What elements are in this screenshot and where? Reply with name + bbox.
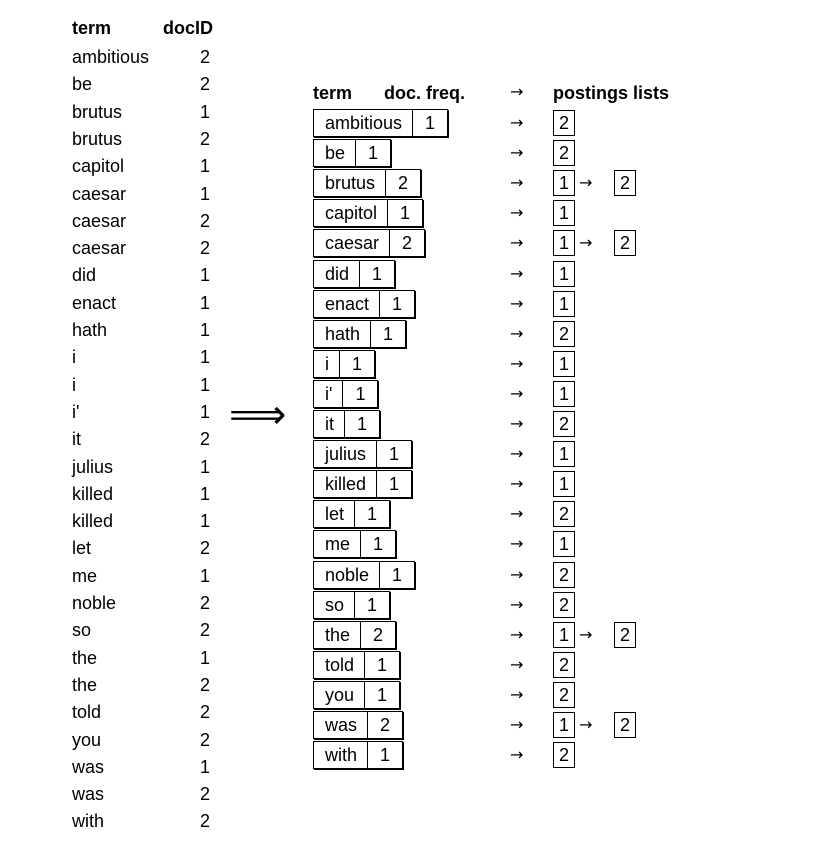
pointer-arrow-icon: → — [510, 684, 524, 704]
dictionary-row — [313, 290, 813, 318]
term: i — [72, 347, 76, 368]
dictionary-row — [313, 169, 813, 197]
term: caesar — [314, 230, 390, 256]
pointer-arrow-icon: → — [510, 745, 524, 765]
left-row — [72, 181, 210, 208]
dictionary-entry — [313, 320, 406, 348]
doc-freq: 1 — [373, 534, 384, 555]
term: ambitious — [314, 110, 413, 136]
doc-freq: 2 — [380, 715, 391, 735]
term: hath — [314, 321, 371, 347]
left-row — [72, 290, 210, 317]
dictionary-row — [313, 741, 813, 769]
docid: 1 — [199, 101, 210, 122]
pointer-arrow-icon: → — [510, 173, 524, 193]
docid: 2 — [199, 538, 210, 559]
term: the — [72, 674, 98, 695]
posting-docid: 2 — [553, 140, 575, 166]
docid: 1 — [199, 292, 210, 313]
posting-docid: 1 — [553, 230, 575, 256]
dictionary-row — [313, 500, 813, 528]
docid: 1 — [199, 647, 210, 668]
pointer-arrow-icon: → — [510, 353, 524, 373]
pointer-arrow-icon: → — [510, 414, 524, 433]
term: me — [72, 565, 98, 586]
term: so — [72, 620, 92, 641]
docid: 1 — [199, 565, 210, 586]
dictionary-entry — [313, 380, 378, 408]
doc-freq: 2 — [402, 233, 413, 254]
dictionary-row — [313, 410, 813, 438]
doc-freq: 1 — [368, 143, 379, 164]
term: killed — [72, 483, 114, 504]
dictionary-row — [313, 681, 813, 709]
dictionary-entry — [313, 440, 412, 468]
dictionary-entry — [313, 530, 396, 558]
left-row — [72, 781, 210, 808]
posting-docid: 2 — [553, 652, 575, 678]
docid: 2 — [199, 210, 210, 231]
docid: 1 — [199, 374, 210, 395]
posting-docid: 2 — [553, 562, 575, 588]
doc-freq: 1 — [389, 474, 400, 495]
term: hath — [72, 320, 108, 340]
left-row — [72, 617, 210, 644]
docid: 1 — [199, 265, 210, 286]
dictionary-entry — [313, 651, 400, 679]
posting-docid: 2 — [553, 501, 575, 527]
term: so — [314, 592, 355, 618]
dictionary-row — [313, 320, 813, 348]
doc-freq: 1 — [392, 293, 403, 314]
term: caesar — [72, 183, 127, 204]
postings-link-arrow-icon: → — [579, 624, 593, 644]
term: killed — [72, 511, 114, 532]
pointer-arrow-icon: → — [510, 715, 524, 734]
posting-docid: 2 — [553, 321, 575, 347]
term: julius — [314, 441, 377, 467]
posting-docid: 1 — [553, 291, 575, 317]
dictionary-row — [313, 591, 813, 619]
docid: 2 — [199, 729, 210, 750]
docid: 2 — [199, 620, 210, 641]
dictionary-row — [313, 711, 813, 739]
pointer-arrow-icon: → — [510, 113, 524, 132]
term: killed — [314, 471, 377, 497]
docid: 1 — [199, 156, 210, 177]
pointer-arrow-icon: → — [510, 383, 524, 403]
posting-docid: 2 — [553, 742, 575, 768]
term: you — [314, 682, 365, 708]
transform-arrow-icon: ⟹ — [229, 392, 287, 438]
pointer-arrow-icon: → — [510, 233, 524, 253]
doc-freq: 1 — [392, 564, 403, 585]
pointer-arrow-icon: → — [510, 474, 524, 494]
term: brutus — [72, 101, 123, 122]
posting-docid: 1 — [553, 200, 575, 226]
term: noble — [72, 593, 117, 613]
docid: 2 — [199, 128, 210, 149]
dictionary-entry — [313, 711, 403, 739]
posting-docid: 1 — [553, 351, 575, 377]
doc-freq: 1 — [389, 444, 400, 465]
left-row — [72, 727, 210, 754]
left-row — [72, 399, 210, 426]
docid: 1 — [199, 756, 210, 777]
docid: 1 — [199, 401, 210, 422]
term: enact — [72, 292, 117, 313]
docid: 1 — [199, 511, 210, 532]
dictionary-entry — [313, 350, 375, 378]
left-row — [72, 508, 210, 535]
left-row — [72, 317, 210, 344]
left-row — [72, 754, 210, 781]
dictionary-entry — [313, 681, 400, 709]
left-row — [72, 426, 210, 453]
term: told — [72, 702, 102, 723]
posting-docid: 2 — [553, 592, 575, 618]
postings-link-arrow-icon: → — [579, 233, 593, 253]
doc-freq: 1 — [372, 263, 383, 284]
term: did — [314, 261, 360, 287]
dictionary-row — [313, 109, 813, 137]
docid: 2 — [199, 593, 210, 613]
left-row — [72, 808, 210, 835]
left-row — [72, 454, 210, 481]
doc-freq: 2 — [373, 624, 384, 645]
term: you — [72, 729, 102, 750]
docid: 2 — [199, 429, 210, 450]
posting-docid: 1 — [553, 622, 575, 648]
right-header-freq: doc. freq. — [384, 83, 466, 103]
term: noble — [314, 562, 380, 588]
dictionary-row — [313, 621, 813, 649]
left-row — [72, 99, 210, 126]
term: capitol — [314, 200, 388, 226]
dictionary-row — [313, 470, 813, 498]
posting-docid: 2 — [553, 110, 575, 136]
dictionary-entry — [313, 741, 403, 769]
term: be — [314, 140, 356, 166]
dictionary-entry — [313, 229, 425, 257]
doc-freq: 1 — [425, 113, 436, 133]
left-row — [72, 672, 210, 699]
doc-freq: 1 — [357, 414, 368, 434]
left-row — [72, 208, 210, 235]
term: the — [314, 622, 361, 648]
term: did — [72, 265, 97, 286]
docid: 1 — [199, 320, 210, 340]
doc-freq: 1 — [352, 353, 363, 374]
left-row — [72, 71, 210, 98]
left-row — [72, 563, 210, 590]
term: told — [314, 652, 365, 678]
docid: 2 — [199, 74, 210, 95]
pointer-arrow-icon: → — [510, 444, 524, 464]
term: let — [314, 501, 355, 527]
term: me — [314, 531, 361, 557]
dictionary-entry — [313, 290, 415, 318]
docid: 2 — [199, 674, 210, 695]
dictionary-row — [313, 199, 813, 227]
left-header-docid: docID — [163, 18, 214, 38]
term: brutus — [314, 170, 386, 196]
term: it — [314, 411, 345, 437]
left-row — [72, 590, 210, 617]
doc-freq: 1 — [367, 504, 378, 525]
dictionary-entry — [313, 591, 390, 619]
docid: 1 — [199, 183, 210, 204]
dictionary-entry — [313, 470, 412, 498]
docid: 2 — [199, 702, 210, 723]
dictionary-entry — [313, 561, 415, 589]
dictionary-entry — [313, 260, 395, 288]
posting-docid: 2 — [553, 682, 575, 708]
dictionary-entry — [313, 199, 423, 227]
term: let — [72, 538, 92, 559]
docid: 1 — [199, 483, 210, 504]
pointer-arrow-icon: → — [510, 203, 524, 223]
doc-freq: 1 — [377, 654, 388, 675]
right-header-arrow-icon: → — [510, 82, 524, 101]
doc-freq: 2 — [398, 173, 409, 194]
left-row — [72, 153, 210, 180]
term: was — [72, 756, 105, 777]
right-header-postings: postings lists — [553, 83, 670, 103]
dictionary-row — [313, 651, 813, 679]
term: ambitious — [72, 47, 150, 67]
posting-docid: 2 — [614, 230, 636, 256]
term: capitol — [72, 156, 125, 177]
term: it — [72, 429, 81, 450]
term: caesar — [72, 210, 127, 231]
term: the — [72, 647, 98, 668]
term: be — [72, 74, 93, 95]
postings-link-arrow-icon: → — [579, 173, 593, 193]
pointer-arrow-icon: → — [510, 534, 524, 554]
left-row — [72, 44, 210, 71]
posting-docid: 1 — [553, 381, 575, 407]
pointer-arrow-icon: → — [510, 654, 524, 674]
doc-freq: 1 — [377, 684, 388, 705]
dictionary-row — [313, 530, 813, 558]
left-row — [72, 126, 210, 153]
term: julius — [72, 456, 114, 477]
dictionary-row — [313, 229, 813, 257]
dictionary-row — [313, 561, 813, 589]
left-row — [72, 645, 210, 672]
posting-docid: 2 — [614, 622, 636, 648]
pointer-arrow-icon: → — [510, 293, 524, 313]
term: caesar — [72, 238, 127, 259]
dictionary-entry — [313, 410, 380, 438]
term: i — [314, 351, 340, 377]
dictionary-row — [313, 139, 813, 167]
posting-docid: 1 — [553, 471, 575, 497]
docid: 2 — [199, 784, 210, 805]
posting-docid: 1 — [553, 712, 575, 738]
left-row — [72, 372, 210, 399]
doc-freq: 1 — [400, 203, 411, 224]
term: with — [314, 742, 368, 768]
dictionary-entry — [313, 621, 396, 649]
docid: 2 — [199, 47, 210, 67]
docid: 2 — [199, 238, 210, 259]
pointer-arrow-icon: → — [510, 323, 524, 343]
term: brutus — [72, 128, 123, 149]
docid: 1 — [199, 347, 210, 368]
docid: 1 — [199, 456, 210, 477]
dictionary-entry — [313, 500, 390, 528]
posting-docid: 2 — [614, 712, 636, 738]
right-header-term: term — [313, 83, 353, 103]
posting-docid: 1 — [553, 531, 575, 557]
left-row — [72, 344, 210, 371]
docid: 2 — [199, 811, 210, 832]
dictionary-entry — [313, 139, 391, 167]
pointer-arrow-icon: → — [510, 263, 524, 283]
left-row — [72, 262, 210, 289]
left-row — [72, 235, 210, 262]
left-row — [72, 481, 210, 508]
term: i' — [314, 381, 343, 407]
term: i — [72, 374, 76, 395]
term: i' — [72, 401, 80, 422]
dictionary-row — [313, 350, 813, 378]
term: was — [314, 712, 368, 738]
posting-docid: 2 — [553, 411, 575, 437]
dictionary-entry — [313, 109, 448, 137]
dictionary-row — [313, 380, 813, 408]
term: enact — [314, 291, 380, 317]
doc-freq: 1 — [383, 323, 394, 344]
pointer-arrow-icon: → — [510, 504, 524, 524]
posting-docid: 1 — [553, 261, 575, 287]
pointer-arrow-icon: → — [510, 594, 524, 614]
left-header-term: term — [72, 18, 112, 38]
dictionary-row — [313, 440, 813, 468]
posting-docid: 2 — [614, 170, 636, 196]
left-row — [72, 535, 210, 562]
pointer-arrow-icon: → — [510, 143, 524, 163]
pointer-arrow-icon: → — [510, 624, 524, 644]
dictionary-entry — [313, 169, 421, 197]
dictionary-row — [313, 260, 813, 288]
postings-link-arrow-icon: → — [579, 715, 593, 734]
pointer-arrow-icon: → — [510, 564, 524, 584]
term: was — [72, 784, 105, 805]
doc-freq: 1 — [367, 594, 378, 615]
left-row — [72, 699, 210, 726]
doc-freq: 1 — [355, 383, 366, 404]
doc-freq: 1 — [380, 745, 391, 766]
term: with — [72, 811, 105, 832]
posting-docid: 1 — [553, 170, 575, 196]
posting-docid: 1 — [553, 441, 575, 467]
